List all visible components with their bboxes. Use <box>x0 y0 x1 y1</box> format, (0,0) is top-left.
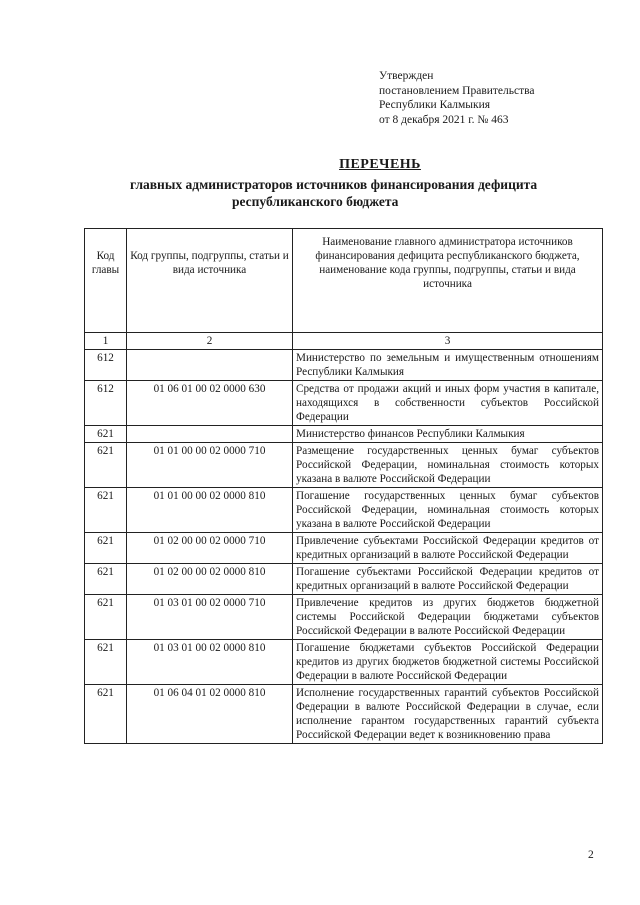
page-number: 2 <box>588 849 594 861</box>
approval-stamp <box>379 69 629 127</box>
approval-line: Республики Калмыкия <box>379 99 491 111</box>
row-name: Средства от продажи акций и иных форм участия в капитале, находящихся в собственности субъектов Российской Федерации <box>293 381 603 426</box>
row-name: Погашение бюджетами субъектов Российской Федерации кредитов из других бюджетов бюджетной системы Российской Федерации в валюте Российской Федерации <box>293 640 603 685</box>
row-name: Привлечение субъектами Российской Федерации кредитов от кредитных организаций в валюте Российской Федерации <box>293 533 603 564</box>
row-name: Погашение государственных ценных бумаг субъектов Российской Федерации, номинальная стоимость которых указана в валюте Российской Федерации <box>293 488 603 533</box>
row-group-code: 01 03 01 00 02 0000 710 <box>127 595 293 640</box>
row-name: Размещение государственных ценных бумаг субъектов Российской Федерации, номинальная стоимость которых указана в валюте Российской Федерации <box>293 443 603 488</box>
row-chapter-code: 612 <box>85 381 127 426</box>
row-chapter-code: 621 <box>85 595 127 640</box>
table-header-row <box>85 229 603 333</box>
table-row <box>85 443 603 488</box>
row-name: Погашение субъектами Российской Федерации кредитов от кредитных организаций в валюте Российской Федерации <box>293 564 603 595</box>
row-chapter-code: 621 <box>85 488 127 533</box>
document-subtitle-line-2: республиканского бюджета <box>232 194 399 209</box>
administrators-table <box>84 228 603 744</box>
table-row <box>85 685 603 744</box>
header-code: Код главы <box>85 229 127 333</box>
approval-line: от 8 декабря 2021 г. № 463 <box>379 113 509 126</box>
row-group-code: 01 02 00 00 02 0000 710 <box>127 533 293 564</box>
row-group-code: 01 02 00 00 02 0000 810 <box>127 564 293 595</box>
row-name: Исполнение государственных гарантий субъектов Российской Федерации в валюте Российской Федерации в случае, если исполнение гарантом государственных гарантий субъекта Российской Федерации ведет к возникновению права <box>293 685 603 744</box>
header-name: Наименование главного администратора источников финансирования дефицита республиканского бюджета, наименование кода группы, подгруппы, статьи и вида источника <box>293 229 603 333</box>
row-name: Привлечение кредитов из других бюджетов бюджетной системы Российской Федерации бюджетами субъектов Российской Федерации в валюте Российской Федерации <box>293 595 603 640</box>
table-row <box>85 595 603 640</box>
table-row <box>85 426 603 443</box>
row-group-code: 01 06 04 01 02 0000 810 <box>127 685 293 744</box>
table-row <box>85 381 603 426</box>
row-group-code <box>127 350 293 381</box>
row-group-code: 01 06 01 00 02 0000 630 <box>127 381 293 426</box>
table-row <box>85 488 603 533</box>
document-subtitle-line-1: главных администраторов источников финансирования дефицита <box>130 177 538 192</box>
row-chapter-code: 621 <box>85 443 127 488</box>
row-chapter-code: 621 <box>85 533 127 564</box>
table-row <box>85 564 603 595</box>
row-chapter-code: 621 <box>85 564 127 595</box>
row-group-code: 01 03 01 00 02 0000 810 <box>127 640 293 685</box>
column-number: 2 <box>127 333 293 350</box>
row-chapter-code: 621 <box>85 426 127 443</box>
document-title: ПЕРЕЧЕНЬ <box>339 157 421 172</box>
table-row <box>85 640 603 685</box>
row-chapter-code: 621 <box>85 640 127 685</box>
header-group-code: Код группы, подгруппы, статьи и вида источника <box>127 229 293 333</box>
column-number-row <box>85 333 603 350</box>
row-group-code <box>127 426 293 443</box>
row-group-code: 01 01 00 00 02 0000 710 <box>127 443 293 488</box>
column-number: 1 <box>85 333 127 350</box>
row-name: Министерство финансов Республики Калмыкия <box>293 426 603 443</box>
table-row <box>85 533 603 564</box>
approval-line: постановлением Правительства <box>379 84 535 97</box>
table-row <box>85 350 603 381</box>
column-number: 3 <box>293 333 603 350</box>
approval-line: Утвержден <box>379 70 434 82</box>
row-group-code: 01 01 00 00 02 0000 810 <box>127 488 293 533</box>
row-chapter-code: 621 <box>85 685 127 744</box>
row-name: Министерство по земельным и имущественным отношениям Республики Калмыкия <box>293 350 603 381</box>
row-chapter-code: 612 <box>85 350 127 381</box>
